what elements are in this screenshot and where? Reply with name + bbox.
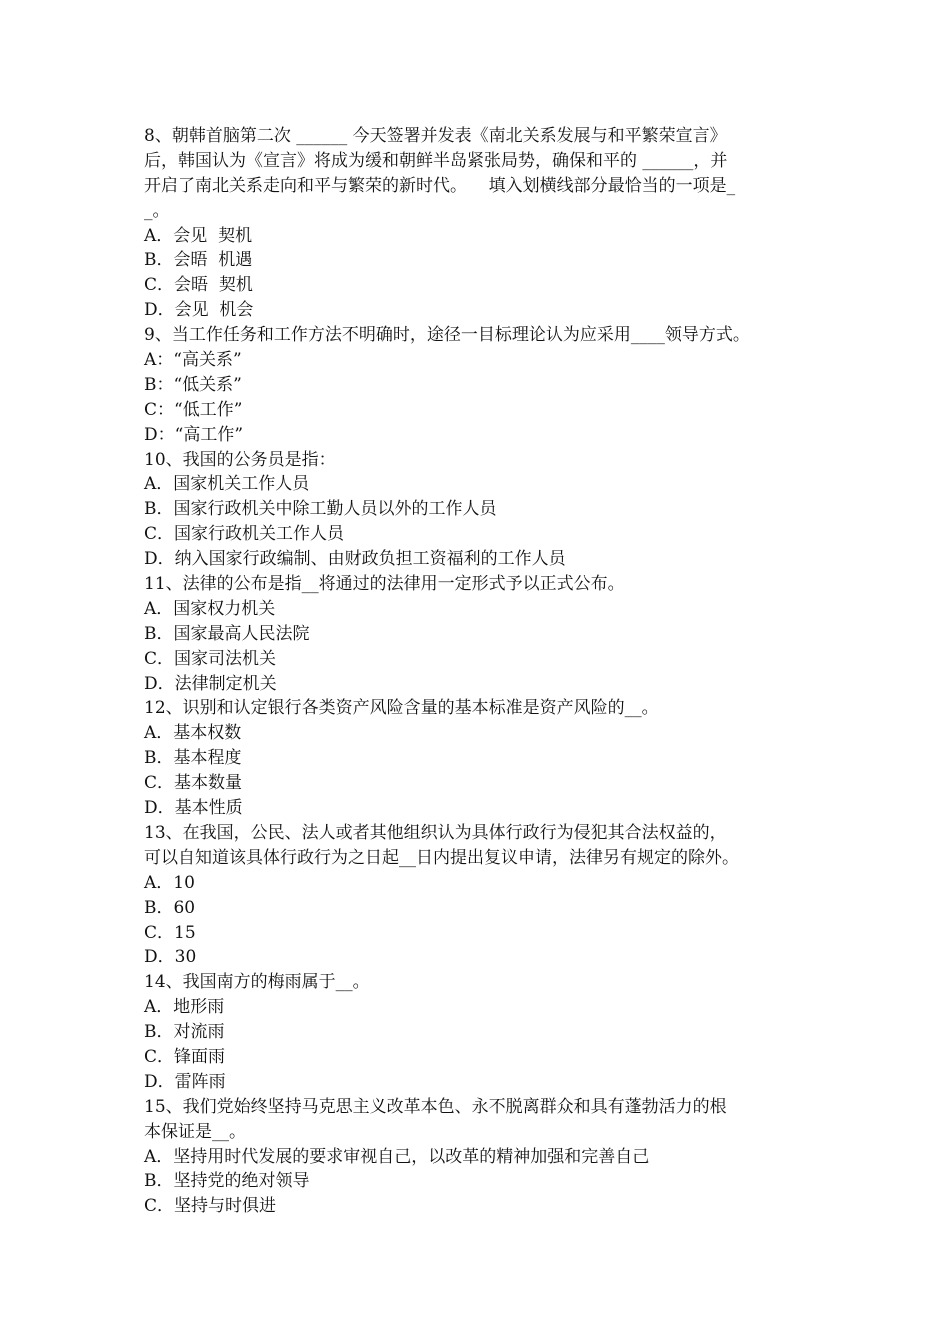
text-line: B．坚持党的绝对领导 [144, 1171, 310, 1192]
text-line: 10、我国的公务员是指： [144, 449, 336, 470]
text-line: D．雷阵雨 [144, 1071, 226, 1092]
text-line: 8、朝韩首脑第二次 ______ 今天签署并发表《南北关系发展与和平繁荣宣言》 [144, 126, 727, 146]
text-line: D．会见 机会 [144, 300, 254, 321]
text-line: A．地形雨 [144, 997, 225, 1018]
text-line: D．法律制定机关 [144, 673, 277, 694]
text-line: D．30 [144, 947, 197, 968]
text-line: A：“高关系” [144, 350, 242, 371]
text-line: 9、当工作任务和工作方法不明确时，途径一目标理论认为应采用____领导方式。 [144, 325, 750, 346]
text-line: D．基本性质 [144, 798, 243, 819]
text-line: A．10 [144, 872, 195, 893]
text-line: 后，韩国认为《宣言》将成为缓和朝鲜半岛紧张局势，确保和平的 ______，并 [144, 150, 728, 171]
text-line: 11、法律的公布是指__将通过的法律用一定形式予以正式公布。 [144, 574, 625, 595]
text-line: C．坚持与时俱进 [144, 1196, 277, 1217]
text-line: C．基本数量 [144, 773, 243, 794]
text-line: 15、我们党始终坚持马克思主义改革本色、永不脱离群众和具有蓬勃活力的根 [144, 1096, 727, 1117]
text-line: C：“低工作” [144, 399, 243, 420]
text-line: A．国家权力机关 [144, 598, 276, 619]
text-line: D．纳入国家行政编制、由财政负担工资福利的工作人员 [144, 549, 566, 570]
document-page [144, 124, 824, 1219]
text-line: C．会晤 契机 [144, 275, 253, 296]
text-line: A．会见 契机 [144, 225, 253, 246]
text-line: 14、我国南方的梅雨属于__。 [144, 972, 370, 993]
text-line: C．15 [144, 922, 196, 943]
text-line: B．会晤 机遇 [144, 250, 253, 271]
text-line: D：“高工作” [144, 424, 244, 445]
text-line: 可以自知道该具体行政行为之日起__日内提出复议申请，法律另有规定的除外。 [144, 847, 739, 868]
text-line: B．60 [144, 897, 196, 918]
text-line: A．基本权数 [144, 723, 242, 744]
text-line: 开启了南北关系走向和平与繁荣的新时代。 填入划横线部分最恰当的一项是_ [144, 175, 736, 196]
text-line: A．坚持用时代发展的要求审视自己，以改革的精神加强和完善自己 [144, 1146, 650, 1167]
text-line: C．国家司法机关 [144, 648, 277, 669]
text-line: C．锋面雨 [144, 1046, 226, 1067]
text-line: B．国家行政机关中除工勤人员以外的工作人员 [144, 499, 497, 520]
text-line: 本保证是__。 [144, 1121, 246, 1142]
text-line: C．国家行政机关工作人员 [144, 524, 345, 545]
text-line: B．基本程度 [144, 748, 242, 769]
text-line: 13、在我国，公民、法人或者其他组织认为具体行政行为侵犯其合法权益的， [144, 822, 727, 843]
text-line: B：“低关系” [144, 374, 242, 395]
text-line: 12、识别和认定银行各类资产风险含量的基本标准是资产风险的__。 [144, 698, 659, 719]
text-line: B．国家最高人民法院 [144, 623, 310, 644]
text-line: B．对流雨 [144, 1022, 225, 1043]
text-line: _。 [144, 200, 170, 221]
text-line: A．国家机关工作人员 [144, 474, 310, 495]
